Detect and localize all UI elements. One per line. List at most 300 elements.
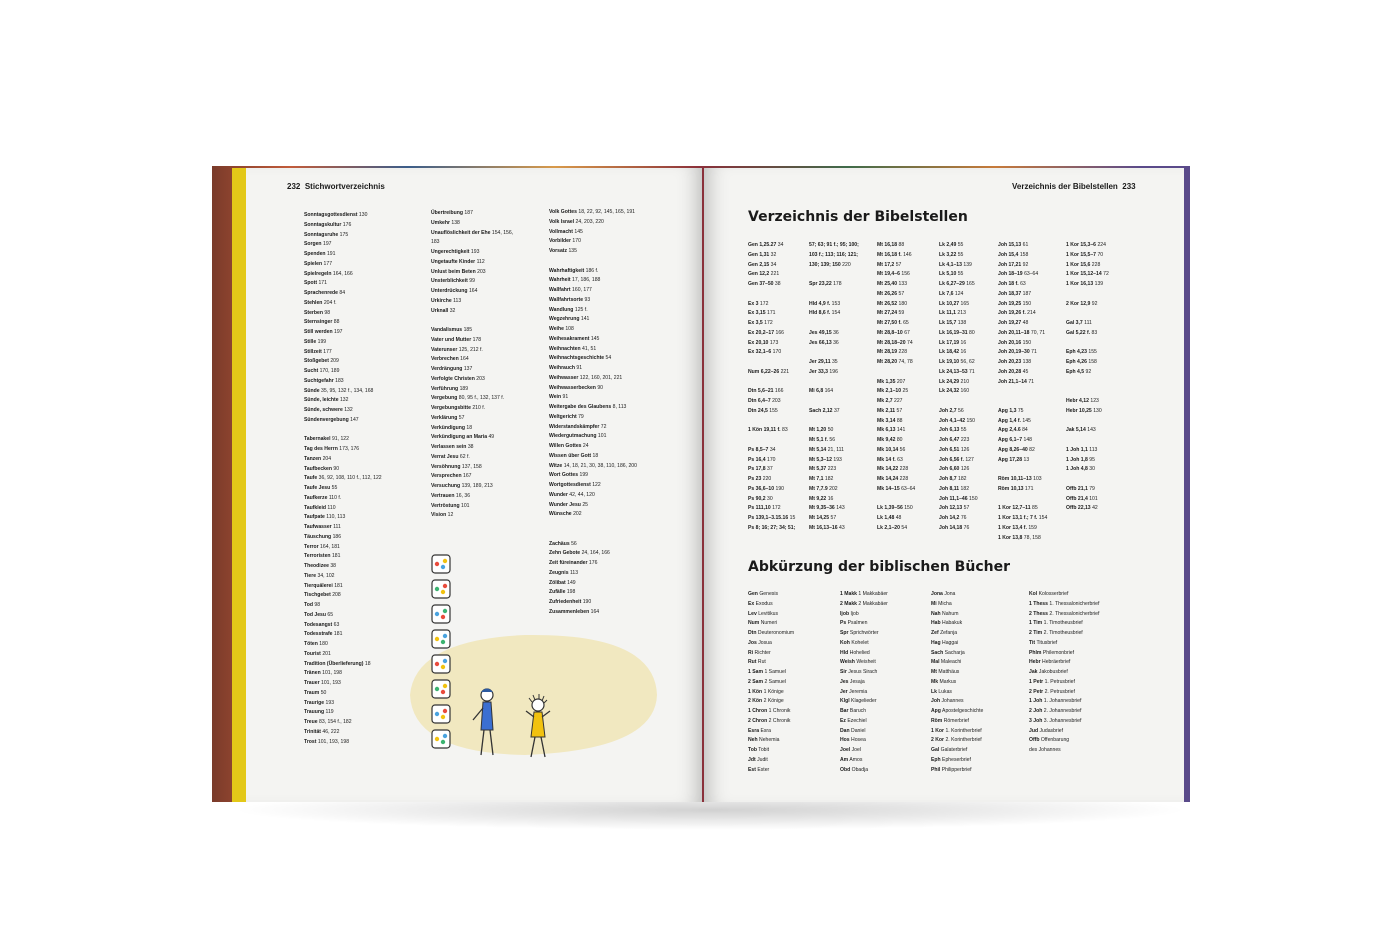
entry-term: Mt 1,20 [809,427,827,434]
entry [748,658,794,668]
entry [998,378,1047,388]
entry-ref: 57 [458,414,465,421]
entry [939,270,978,280]
entry-term: Jes [840,678,849,685]
entry-term: Phlm [1029,649,1042,656]
entry [304,494,382,504]
entry-ref: Philemonbrief [1042,649,1075,656]
entry [304,309,382,319]
entry-ref: Haggai [942,639,959,646]
entry [998,407,1047,417]
entry [1066,426,1109,436]
entry-term: Mt 26,52 [877,300,898,307]
entry-ref: 173 [769,339,779,346]
entry-term: Num [748,620,760,627]
entry-term: Ex [748,600,755,607]
entry [748,688,794,698]
entry [939,241,978,251]
bible-column-6 [1066,241,1109,514]
entry [304,328,382,338]
entry [304,260,382,270]
entry-term: Ps 90,2 [748,495,766,502]
entry-ref: 92 [1022,261,1029,268]
entry-term: Willen Gottes [549,443,582,449]
entry-term: Stehlen [304,299,323,306]
entry-term: Vertröstung [431,502,460,509]
entry [877,465,915,475]
entry-term: Weitergabe des Glaubens [549,404,612,410]
entry [1066,387,1109,397]
entry-ref: Nehemia [759,737,780,744]
entry-term: Vandalismus [431,327,463,333]
entry-ref: 147 [350,416,359,423]
entry [431,443,513,453]
entry [431,336,513,346]
entry [877,290,915,300]
entry-term: Tit [1029,639,1036,646]
entry [809,456,859,466]
entry-ref: 201 [322,650,331,657]
entry-term: Spr [840,630,849,636]
entry [304,523,382,533]
entry-term: Jes 49,15 [809,329,832,336]
entry [549,374,637,384]
entry [748,329,795,339]
entry-ref: 78, 158 [1023,534,1041,541]
entry-ref: Judit [757,756,768,763]
entry-ref: 63–64 [901,485,916,492]
entry-term: Lk 11,1 [939,310,956,317]
entry-term: Taufwasser [304,524,332,530]
entry-term: Offb [1029,737,1040,744]
entry-ref: 38 [467,444,474,450]
entry-term: Witze [549,462,563,469]
entry-ref: 1 Chronik [768,708,791,714]
entry [304,367,382,377]
entry-term: Vertrauen [431,492,455,499]
entry [931,610,983,620]
entry [931,590,983,600]
entry-ref: 18 [364,660,371,667]
entry-ref: Sacharja [944,649,965,656]
entry-term: Jer 29,11 [809,359,831,365]
entry-ref: 197 [322,241,332,248]
entry-term: Terror [304,543,319,550]
entry-ref: 170 [766,456,776,463]
entry-ref: des Johannes [1029,747,1061,753]
entry [1066,261,1109,271]
entry-ref: 111 [333,524,341,530]
entry-term: Röm 10,13 [998,485,1024,492]
entry [809,446,859,456]
entry [1066,348,1109,358]
entry-term: Sonntagsgottesdienst [304,212,358,218]
entry-ref: 34 [777,242,784,248]
entry-term: Mt 26,26 [877,290,898,297]
entry [431,209,513,219]
entry-term: 1 Kor 15,3–6 [1066,242,1097,248]
entry-ref: Rut [757,659,766,666]
entry [998,348,1047,358]
entry [840,746,888,756]
entry-ref: Ester [757,766,770,773]
entry [431,277,513,287]
entry-ref: 125 f. [574,306,588,313]
entry [877,495,915,505]
entry [1029,639,1099,649]
entry-term: Wort Gottes [549,472,579,479]
entry-ref: Baruch [849,708,867,714]
entry-ref: 32 [449,307,456,314]
entry-ref: Kohelet [851,639,869,646]
entry [748,436,795,446]
entry [549,218,637,228]
entry [1029,697,1099,707]
entry-ref: 83 [1091,329,1098,336]
entry-term: Jos [748,639,757,646]
entry [931,717,983,727]
entry-term: Lk 15,7 [939,320,957,326]
entry-ref: 38 [330,563,337,569]
entry-term: Mt 16,18 [877,242,898,248]
entry-ref: Maleachi [940,659,962,666]
entry-term: Volk Israel [549,218,575,225]
left-page-title: Stichwortverzeichnis [304,182,385,191]
entry [939,261,978,271]
entry-term: Hag [931,639,941,646]
entry-term: Mt 19,4–6 [877,271,900,278]
entry [431,219,513,229]
entry-term: Mt 16,13–16 [809,524,838,531]
entry [998,514,1047,524]
entry-ref: 16, 36 [455,492,471,499]
entry [304,406,382,416]
entry [431,346,513,356]
entry-ref: 72 [600,423,607,430]
entry-term: Ez [840,717,846,724]
entry-term: Ps 23 [748,476,762,482]
entry-ref: 1. Petrusbrief [1044,678,1075,685]
entry-ref: 181 [333,631,343,638]
entry-ref: 8, 113 [612,404,627,410]
entry-ref: Hebräerbrief [1042,659,1071,666]
entry-ref: 153 [831,300,841,307]
entry [304,387,382,397]
entry [1029,610,1099,620]
entry-term: Verfolgte Christen [431,375,475,382]
entry [939,290,978,300]
entry [1066,270,1109,280]
entry-ref: 91, 122 [331,436,349,443]
entry-ref: Judasbrief [1039,727,1063,734]
entry [304,231,382,241]
entry-ref: 150 [1022,300,1032,307]
entry-term: Sündenvergebung [304,416,349,423]
entry-term: Gen 12,2 [748,271,770,278]
entry-term: Rut [748,659,757,666]
entry [809,368,859,378]
entry-term: Tränen [304,670,321,677]
entry-term: Joh 17,21 [998,261,1022,268]
entry [748,446,795,456]
entry [748,397,795,407]
entry-term: Jes 66,13 [809,339,832,346]
entry [998,261,1047,271]
entry [431,229,513,239]
entry-term: Jak [1029,669,1038,675]
entry-term: Neh [748,737,758,744]
entry-term: Lk 6,27–29 [939,281,965,287]
entry-ref: 74 [907,339,913,346]
entry-term: Wahrheit [549,277,571,284]
entry-ref: 1 Samuel [764,669,786,675]
entry-term: Joh 6,13 [939,427,960,434]
entry-ref: 146 [903,251,912,258]
entry-ref: 112 [476,258,485,265]
entry [304,533,382,543]
entry-ref: Klagelieder [851,698,877,705]
entry-term: Mt 7,7.9 [809,485,828,492]
entry-ref: 43 [839,524,845,531]
entry [931,668,983,678]
entry-term: Zeugnis [549,569,569,576]
entry-ref: 164 [824,388,834,395]
entry-ref: 45 [1022,368,1029,375]
entry-term: Weihnachten [549,345,581,352]
entry-ref: 101 [597,433,607,440]
entry-term: 2 Sam [748,678,764,685]
entry-ref: Jesaja [849,678,865,685]
entry-ref: 72 [1103,271,1109,278]
entry-ref: Matthäus [938,669,960,675]
entry-term: 2 Tim [1029,630,1043,636]
entry-ref: 91 [576,365,583,371]
entry-term: Nah [931,610,941,617]
entry-term: Taufe [304,475,318,482]
entry [431,482,513,492]
entry-term: Verbrechen [431,356,459,363]
entry-term: Dtn 24,5 [748,407,768,414]
entry-term: Wiedergutmachung [549,433,597,440]
entry-ref: Markus [939,678,957,685]
entry-term: Wünsche [549,511,572,518]
entry [304,669,382,679]
entry [877,485,915,495]
entry-term: Joh 15,13 [998,242,1022,248]
entry [877,241,915,251]
entry-ref: 1 Makkabäer [858,591,888,597]
entry-ref: 91 [562,394,569,401]
entry [304,601,382,611]
entry [877,251,915,261]
entry-ref: 34, 102 [317,572,335,579]
entry [1066,241,1109,251]
entry [304,513,382,523]
entry-term: Mt 5,14 [809,446,827,453]
entry [1029,649,1099,659]
entry-ref: 181 [334,582,343,589]
entry [1029,727,1099,737]
entry-ref: 79 [1089,485,1095,492]
entry [809,348,859,358]
entry-ref: 90 [333,465,340,472]
entry [931,756,983,766]
entry [304,562,382,572]
entry [304,240,382,250]
entry-term: Vollmacht [549,228,573,235]
entry-term: Zeit füreinander [549,560,588,566]
entry [431,463,513,473]
entry [931,746,983,756]
entry-ref: 126 [960,446,970,453]
entry-ref: 83, 154 f., 182 [319,719,352,725]
entry-term: Theodizee [304,563,329,569]
entry [304,484,382,494]
entry-term: Mt 28,19 [877,349,898,356]
entry [549,481,637,491]
entry-ref: 154, 156, [491,229,514,236]
entry-term: Versöhnung [431,463,461,470]
entry-term: Sonntagsruhe [304,231,339,238]
entry-ref: Offenbarung [1040,737,1070,744]
entry-ref: Jona [944,591,956,597]
entry-term: Eph 4,26 [1066,359,1087,365]
entry-ref: 185 [463,327,473,333]
entry-term: Joh 6,51 [939,446,960,453]
entry [939,456,978,466]
entry-ref: 16 [960,339,967,346]
entry-term: Joh [931,698,941,705]
entry-ref: 110 f. [328,494,342,501]
entry [877,319,915,329]
entry-ref: 70, 71 [1030,329,1046,336]
entry-ref: 84 [1022,427,1028,434]
entry-ref: 111 [1084,320,1092,326]
entry-term: 2 Thess [1029,610,1048,617]
entry-ref: 71 [1028,378,1034,385]
entry-term: Tod [304,602,313,608]
entry-ref: 165 [966,281,975,287]
entry-ref: 54 [901,524,908,531]
entry-ref: 25 [902,388,909,395]
entry [931,697,983,707]
entry-term: Lev [748,610,757,617]
entry [809,426,859,436]
entry-ref: 103 [1033,476,1042,482]
entry-ref: 122 [592,482,601,488]
entry-ref: 1. Korintherbrief [945,727,982,734]
entry-term: Vorsatz [549,248,568,254]
entry [549,306,637,316]
entry-ref: Esra [760,727,771,734]
entry-ref: 182 [960,485,970,492]
entry-ref: 56 [899,446,906,453]
entry-ref: 190 [775,485,784,492]
entry-ref: 49 [488,434,495,441]
entry-term: Gen 1,31 [748,251,770,258]
entry-ref: 193 [325,699,335,706]
entry [304,718,382,728]
entry-ref: 57 [963,505,970,512]
entry-term: Dan [840,727,850,734]
entry-ref: 63 [897,456,903,463]
entry-ref: Galaterbrief [940,747,968,753]
entry-ref: Deuteronomium [757,630,795,636]
entry-term: Eph 4,23 [1066,349,1087,356]
entry-term: Lk 24,29 [939,378,960,385]
entry [877,446,915,456]
entry-term: Jdt [748,756,756,763]
entry-term: Joh 6,56 f. [939,456,964,463]
entry [549,413,637,423]
entry-term: 1 Thess [1029,600,1048,607]
entry-ref: 155 [1088,349,1097,356]
entry-term: Mal [931,659,940,666]
entry-ref: 56 [957,407,964,414]
entry-term: Mk 2,1–10 [877,388,902,395]
entry [840,658,888,668]
entry [877,475,915,485]
entry-term: Mk [931,678,939,685]
entry-term: Kol [1029,591,1038,597]
entry-ref: 34 [770,261,777,268]
entry [304,660,382,670]
entry-ref: 167 [463,473,472,480]
entry [840,678,888,688]
entry [877,397,915,407]
entry-term: 57; 63; 91 f.; 95; 100; [809,242,859,248]
entry-term: Lk 24,13–53 [939,368,968,375]
entry-ref: 166 [775,329,784,336]
entry-ref: 55 [957,242,964,248]
entry-ref: 204 f. [323,299,337,306]
entry-ref: Joel [851,747,861,753]
entry [748,727,794,737]
entry-ref: 75 [1017,407,1024,414]
entry [431,472,513,482]
entry-term: Apg 1,3 [998,407,1017,414]
entry [304,699,382,709]
entry-ref: 42, 44, 120 [569,491,595,498]
entry-term: Lk 1,48 [877,515,895,521]
entry-ref: 3. Johannesbrief [1043,717,1082,724]
entry-term: Ijob [840,610,850,617]
entry-term: Mk 1,35 [877,378,896,385]
entry-ref: 56 [571,540,577,547]
entry [877,417,915,427]
entry [748,348,795,358]
entry-ref: 141 [580,316,590,323]
entry [748,378,795,388]
entry-term: Lk 2,49 [939,242,957,248]
entry-term: 3 Joh [1029,717,1043,724]
entry [304,582,382,592]
entry [431,307,513,317]
entry-ref: Numeri [760,620,778,627]
entry [431,433,513,443]
entry-term: Zufälle [549,589,566,596]
entry-ref: Obadja [851,766,869,773]
entry [998,436,1047,446]
entry-term: Weihwasserbecken [549,384,596,391]
entry-term: Weihrauch [549,365,575,371]
entry-ref: 160 [960,388,970,395]
entry [748,668,794,678]
entry-term: Hebr 4,12 [1066,398,1089,404]
entry-term: Wegzehrung [549,316,580,323]
entry-ref: 25 [582,501,588,508]
entry [939,524,978,534]
